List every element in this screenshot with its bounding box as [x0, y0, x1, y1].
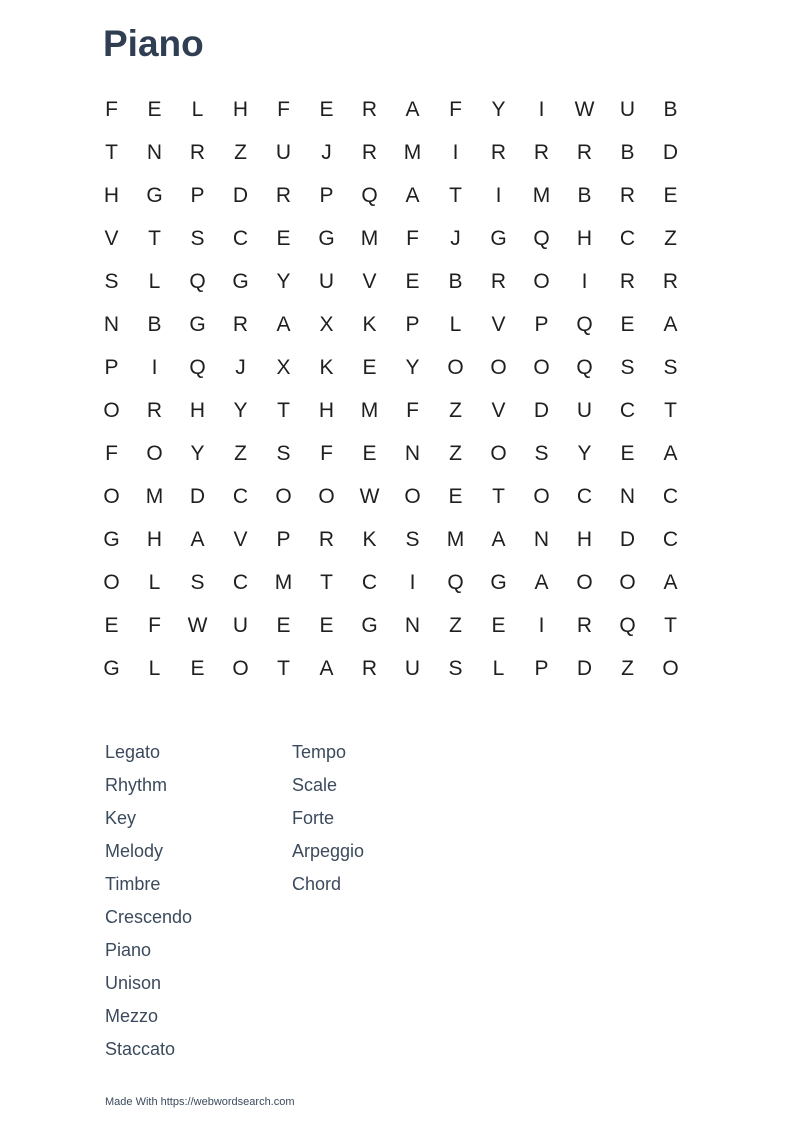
grid-cell[interactable]: U	[404, 656, 421, 680]
grid-cell[interactable]: Q	[576, 312, 593, 336]
grid-cell[interactable]: R	[662, 269, 679, 293]
grid-cell[interactable]: I	[538, 97, 545, 121]
grid-cell[interactable]: F	[320, 441, 333, 465]
grid-cell[interactable]: L	[449, 312, 462, 336]
grid-cell[interactable]: F	[406, 226, 419, 250]
grid-cell[interactable]: S	[620, 355, 635, 379]
grid-cell[interactable]: T	[449, 183, 462, 207]
grid-cell[interactable]: A	[663, 441, 678, 465]
grid-cell[interactable]: V	[104, 226, 119, 250]
grid-cell[interactable]: B	[448, 269, 463, 293]
grid-cell[interactable]: F	[406, 398, 419, 422]
grid-cell[interactable]: R	[576, 140, 593, 164]
grid-cell[interactable]: R	[361, 97, 378, 121]
grid-cell[interactable]: O	[490, 441, 507, 465]
grid-cell[interactable]: O	[275, 484, 292, 508]
grid-cell[interactable]: O	[490, 355, 507, 379]
grid-cell[interactable]: Z	[449, 398, 462, 422]
grid-cell[interactable]: A	[534, 570, 549, 594]
grid-cell[interactable]: R	[318, 527, 335, 551]
grid-cell[interactable]: R	[490, 269, 507, 293]
grid-cell[interactable]: O	[533, 355, 550, 379]
grid-cell[interactable]: Q	[189, 269, 206, 293]
grid-cell[interactable]: G	[318, 226, 335, 250]
grid-cell[interactable]: C	[619, 226, 636, 250]
grid-cell[interactable]: G	[232, 269, 249, 293]
grid-cell[interactable]: A	[276, 312, 291, 336]
grid-cell[interactable]: U	[619, 97, 636, 121]
grid-cell[interactable]: E	[620, 441, 635, 465]
grid-cell[interactable]: D	[576, 656, 593, 680]
grid-cell[interactable]: A	[663, 570, 678, 594]
grid-cell[interactable]: T	[277, 398, 290, 422]
word-list-item: Crescendo	[105, 907, 193, 927]
grid-cell[interactable]: T	[664, 398, 677, 422]
grid-cell[interactable]: L	[148, 570, 161, 594]
grid-cell[interactable]: E	[319, 97, 334, 121]
grid-cell[interactable]: Z	[449, 441, 462, 465]
grid-cell[interactable]: B	[147, 312, 162, 336]
grid-cell[interactable]: O	[576, 570, 593, 594]
grid-cell[interactable]: J	[450, 226, 461, 250]
grid-cell[interactable]: S	[276, 441, 291, 465]
grid-cell[interactable]: F	[277, 97, 290, 121]
word-list	[105, 736, 479, 1066]
word-list-item: Mezzo	[105, 1006, 159, 1026]
grid-cell[interactable]: S	[405, 527, 420, 551]
grid-cell[interactable]: Q	[619, 613, 636, 637]
grid-cell[interactable]: C	[232, 226, 249, 250]
grid-cell[interactable]: W	[187, 613, 208, 637]
grid-cell[interactable]: R	[533, 140, 550, 164]
grid-cell[interactable]: H	[189, 398, 206, 422]
grid-cell[interactable]: P	[104, 355, 119, 379]
grid-cell[interactable]: E	[405, 269, 420, 293]
grid-cell[interactable]: Y	[233, 398, 248, 422]
grid-cell[interactable]: K	[319, 355, 334, 379]
grid-cell[interactable]: D	[232, 183, 249, 207]
grid-cell[interactable]: I	[452, 140, 459, 164]
grid-cell[interactable]: F	[148, 613, 161, 637]
grid-cell[interactable]: T	[105, 140, 118, 164]
grid-cell[interactable]: H	[146, 527, 163, 551]
grid-cell[interactable]: R	[619, 269, 636, 293]
grid-cell[interactable]: M	[274, 570, 293, 594]
grid-cell[interactable]: O	[318, 484, 335, 508]
word-list-item: Chord	[292, 874, 342, 894]
grid-cell[interactable]: A	[190, 527, 205, 551]
grid-cell[interactable]: M	[446, 527, 465, 551]
grid-cell[interactable]: E	[276, 613, 291, 637]
grid-cell[interactable]: R	[361, 140, 378, 164]
grid-cell[interactable]: F	[105, 97, 118, 121]
grid-cell[interactable]: G	[103, 527, 120, 551]
grid-cell[interactable]: O	[103, 570, 120, 594]
grid-cell[interactable]: G	[361, 613, 378, 637]
grid-cell[interactable]: Z	[449, 613, 462, 637]
grid-cell[interactable]: Z	[621, 656, 634, 680]
grid-cell[interactable]: H	[232, 97, 249, 121]
grid-cell[interactable]: E	[448, 484, 463, 508]
grid-cell[interactable]: V	[491, 398, 506, 422]
grid-cell[interactable]: E	[276, 226, 291, 250]
grid-cell[interactable]: P	[534, 656, 549, 680]
grid-cell[interactable]: U	[232, 613, 249, 637]
grid-cell[interactable]: Y	[491, 97, 506, 121]
grid-cell[interactable]: D	[189, 484, 206, 508]
grid-cell[interactable]: S	[104, 269, 119, 293]
grid-cell[interactable]: W	[359, 484, 380, 508]
grid-cell[interactable]: L	[148, 656, 161, 680]
grid-cell[interactable]: O	[662, 656, 679, 680]
grid-cell[interactable]: S	[663, 355, 678, 379]
grid-cell[interactable]: J	[321, 140, 332, 164]
word-list-item: Tempo	[292, 742, 347, 762]
word-list-item: Piano	[105, 940, 152, 960]
grid-cell[interactable]: N	[404, 613, 421, 637]
grid-cell[interactable]: O	[533, 269, 550, 293]
grid-cell[interactable]: M	[403, 140, 422, 164]
grid-cell[interactable]: B	[620, 140, 635, 164]
grid-cell[interactable]: U	[275, 140, 292, 164]
grid-cell[interactable]: Z	[664, 226, 677, 250]
grid-cell[interactable]: S	[448, 656, 463, 680]
grid-cell[interactable]: E	[663, 183, 678, 207]
word-list-item: Staccato	[105, 1039, 176, 1059]
letter-grid	[90, 88, 692, 690]
grid-cell[interactable]: R	[576, 613, 593, 637]
grid-cell[interactable]: I	[151, 355, 158, 379]
grid-cell[interactable]: M	[532, 183, 551, 207]
grid-cell[interactable]: D	[533, 398, 550, 422]
grid-cell[interactable]: Z	[234, 140, 247, 164]
grid-cell[interactable]: C	[662, 527, 679, 551]
grid-cell[interactable]: Y	[405, 355, 420, 379]
grid-cell[interactable]: C	[619, 398, 636, 422]
grid-cell[interactable]: S	[534, 441, 549, 465]
grid-cell[interactable]: L	[148, 269, 161, 293]
grid-cell[interactable]: K	[362, 527, 377, 551]
grid-cell[interactable]: O	[103, 398, 120, 422]
grid-cell[interactable]: E	[147, 97, 162, 121]
grid-cell[interactable]: V	[491, 312, 506, 336]
grid-cell[interactable]: C	[232, 570, 249, 594]
grid-cell[interactable]: W	[574, 97, 595, 121]
grid-cell[interactable]: E	[491, 613, 506, 637]
grid-cell[interactable]: R	[619, 183, 636, 207]
word-list-column-2	[292, 736, 479, 1066]
grid-cell[interactable]: M	[145, 484, 164, 508]
grid-cell[interactable]: I	[409, 570, 416, 594]
grid-cell[interactable]: G	[146, 183, 163, 207]
grid-cell[interactable]: N	[146, 140, 163, 164]
grid-cell[interactable]: H	[318, 398, 335, 422]
grid-cell[interactable]: C	[662, 484, 679, 508]
grid-cell[interactable]: E	[190, 656, 205, 680]
grid-cell[interactable]: A	[405, 97, 420, 121]
word-list-item: Arpeggio	[292, 841, 365, 861]
grid-cell[interactable]: X	[319, 312, 334, 336]
grid-cell[interactable]: O	[447, 355, 464, 379]
grid-cell[interactable]: G	[189, 312, 206, 336]
grid-cell[interactable]: U	[318, 269, 335, 293]
grid-cell[interactable]: E	[362, 441, 377, 465]
grid-cell[interactable]: S	[190, 570, 205, 594]
grid-cell[interactable]: Q	[447, 570, 464, 594]
grid-cell[interactable]: T	[664, 613, 677, 637]
grid-cell[interactable]: R	[189, 140, 206, 164]
word-list-item: Rhythm	[105, 775, 168, 795]
grid-cell[interactable]: T	[277, 656, 290, 680]
grid-cell[interactable]: P	[405, 312, 420, 336]
grid-cell[interactable]: T	[320, 570, 333, 594]
grid-cell[interactable]: H	[576, 226, 593, 250]
grid-cell[interactable]: N	[103, 312, 120, 336]
grid-cell[interactable]: T	[148, 226, 161, 250]
grid-cell[interactable]: R	[146, 398, 163, 422]
grid-cell[interactable]: M	[360, 226, 379, 250]
grid-cell[interactable]: P	[190, 183, 205, 207]
grid-cell[interactable]: O	[146, 441, 163, 465]
grid-cell[interactable]: E	[620, 312, 635, 336]
grid-cell[interactable]: Q	[361, 183, 378, 207]
grid-cell[interactable]: R	[490, 140, 507, 164]
grid-cell[interactable]: X	[276, 355, 291, 379]
grid-cell[interactable]: Q	[189, 355, 206, 379]
grid-cell[interactable]: I	[538, 613, 545, 637]
grid-cell[interactable]: C	[576, 484, 593, 508]
grid-cell[interactable]: H	[576, 527, 593, 551]
grid-cell[interactable]: K	[362, 312, 377, 336]
grid-cell[interactable]: P	[319, 183, 334, 207]
word-list-item: Scale	[292, 775, 338, 795]
word-list-item: Forte	[292, 808, 335, 828]
grid-cell[interactable]: N	[404, 441, 421, 465]
grid-cell[interactable]: R	[232, 312, 249, 336]
grid-cell[interactable]: A	[405, 183, 420, 207]
footer-credit: Made With https://webwordsearch.com	[105, 1096, 295, 1108]
grid-cell[interactable]: Z	[234, 441, 247, 465]
grid-cell[interactable]: O	[533, 484, 550, 508]
grid-cell[interactable]: A	[319, 656, 334, 680]
grid-cell[interactable]: I	[581, 269, 588, 293]
grid-cell[interactable]: Q	[576, 355, 593, 379]
grid-cell[interactable]: N	[533, 527, 550, 551]
grid-cell[interactable]: D	[619, 527, 636, 551]
grid-cell[interactable]: T	[492, 484, 505, 508]
word-list-item: Key	[105, 808, 137, 828]
grid-cell[interactable]: D	[662, 140, 679, 164]
grid-cell[interactable]: F	[105, 441, 118, 465]
grid-cell[interactable]: P	[276, 527, 291, 551]
grid-cell[interactable]: E	[104, 613, 119, 637]
grid-cell[interactable]: A	[491, 527, 506, 551]
grid-cell[interactable]: E	[319, 613, 334, 637]
grid-cell[interactable]: B	[663, 97, 678, 121]
grid-cell[interactable]: G	[490, 570, 507, 594]
word-list-item: Melody	[105, 841, 164, 861]
grid-cell[interactable]: Y	[190, 441, 205, 465]
grid-cell[interactable]: C	[232, 484, 249, 508]
grid-cell[interactable]: U	[576, 398, 593, 422]
word-list-item: Unison	[105, 973, 162, 993]
grid-cell[interactable]: L	[492, 656, 505, 680]
grid-cell[interactable]: F	[449, 97, 462, 121]
grid-cell[interactable]: C	[361, 570, 378, 594]
grid-cell[interactable]: B	[577, 183, 592, 207]
word-list-item: Legato	[105, 742, 161, 762]
grid-cell[interactable]: O	[103, 484, 120, 508]
grid-cell[interactable]: L	[191, 97, 204, 121]
grid-cell[interactable]: G	[103, 656, 120, 680]
grid-cell[interactable]: O	[232, 656, 249, 680]
grid-cell[interactable]: S	[190, 226, 205, 250]
grid-cell[interactable]: M	[360, 398, 379, 422]
grid-cell[interactable]: H	[103, 183, 120, 207]
grid-cell[interactable]: O	[619, 570, 636, 594]
grid-cell[interactable]: G	[490, 226, 507, 250]
word-list-column-1	[105, 736, 292, 1066]
grid-cell[interactable]: E	[362, 355, 377, 379]
grid-cell[interactable]: A	[663, 312, 678, 336]
grid-cell[interactable]: N	[619, 484, 636, 508]
word-list-item: Timbre	[105, 874, 161, 894]
grid-cell[interactable]: O	[404, 484, 421, 508]
grid-cell[interactable]: V	[233, 527, 248, 551]
grid-cell[interactable]: P	[534, 312, 549, 336]
grid-cell[interactable]: Y	[276, 269, 291, 293]
grid-cell[interactable]: R	[275, 183, 292, 207]
grid-cell[interactable]: Y	[577, 441, 592, 465]
page-title: Piano	[103, 23, 204, 64]
grid-cell[interactable]: J	[235, 355, 246, 379]
grid-cell[interactable]: Q	[533, 226, 550, 250]
grid-cell[interactable]: I	[495, 183, 502, 207]
grid-cell[interactable]: R	[361, 656, 378, 680]
grid-cell[interactable]: V	[362, 269, 377, 293]
